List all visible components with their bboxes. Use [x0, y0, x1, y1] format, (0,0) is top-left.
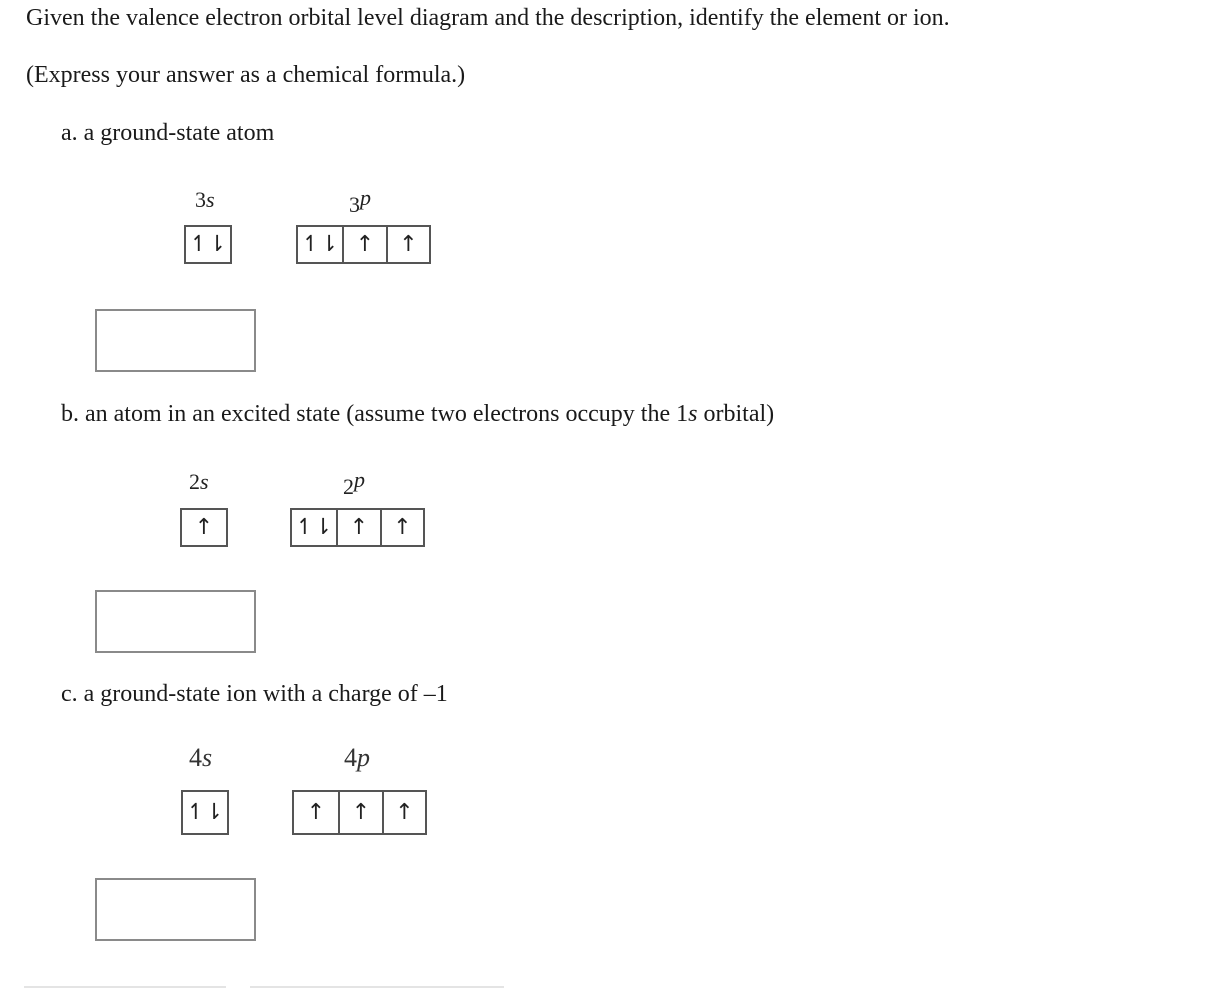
orbital-cell: ↑: [338, 792, 382, 833]
part-a-s-orbital-box: [184, 225, 232, 264]
orbital-cell: ↑: [382, 792, 425, 833]
part-b-p-orbital-boxes: [290, 508, 425, 547]
part-a-label: a. a ground-state atom: [61, 120, 275, 146]
part-b-p-orbital-label: 2p: [343, 467, 365, 499]
part-a-s-orbital-label: 3s: [195, 187, 215, 212]
orbital-cell: ↑: [306, 800, 326, 825]
express-answer-note: (Express your answer as a chemical formula.): [26, 62, 466, 88]
orbital-cell: ↑: [386, 227, 429, 262]
part-b-answer-input[interactable]: [95, 590, 256, 653]
instructions-text: Given the valence electron orbital level diagram and the description, identify the element or ion.: [26, 5, 950, 31]
part-c-label: c. a ground-state ion with a charge of –1: [61, 681, 448, 707]
part-a-p-orbital-label: 3p: [349, 185, 371, 217]
orbital-cell: ↑: [194, 515, 214, 540]
orbital-cell: ↿⇂: [189, 232, 227, 257]
part-c-p-orbital-label: 4p: [344, 743, 370, 772]
part-c-answer-input[interactable]: [95, 878, 256, 941]
part-b-s-orbital-label: 2s: [189, 469, 209, 494]
part-b-s-orbital-box: [180, 508, 228, 547]
orbital-cell: ↑: [342, 227, 386, 262]
part-c-s-orbital-box: [181, 790, 229, 835]
orbital-cell: ↿⇂: [186, 800, 224, 825]
part-c-s-orbital-label: 4s: [189, 743, 213, 772]
bottom-divider: [250, 986, 504, 988]
part-b-label: b. an atom in an excited state (assume two electrons occupy the 1s orbital): [61, 401, 775, 427]
part-c-p-orbital-boxes: [292, 790, 427, 835]
bottom-divider: [24, 986, 226, 988]
orbital-cell: ↿⇂: [301, 232, 339, 257]
part-a-p-orbital-boxes: [296, 225, 431, 264]
part-a-answer-input[interactable]: [95, 309, 256, 372]
orbital-cell: ↑: [336, 510, 380, 545]
orbital-cell: ↑: [380, 510, 423, 545]
orbital-cell: ↿⇂: [295, 515, 333, 540]
